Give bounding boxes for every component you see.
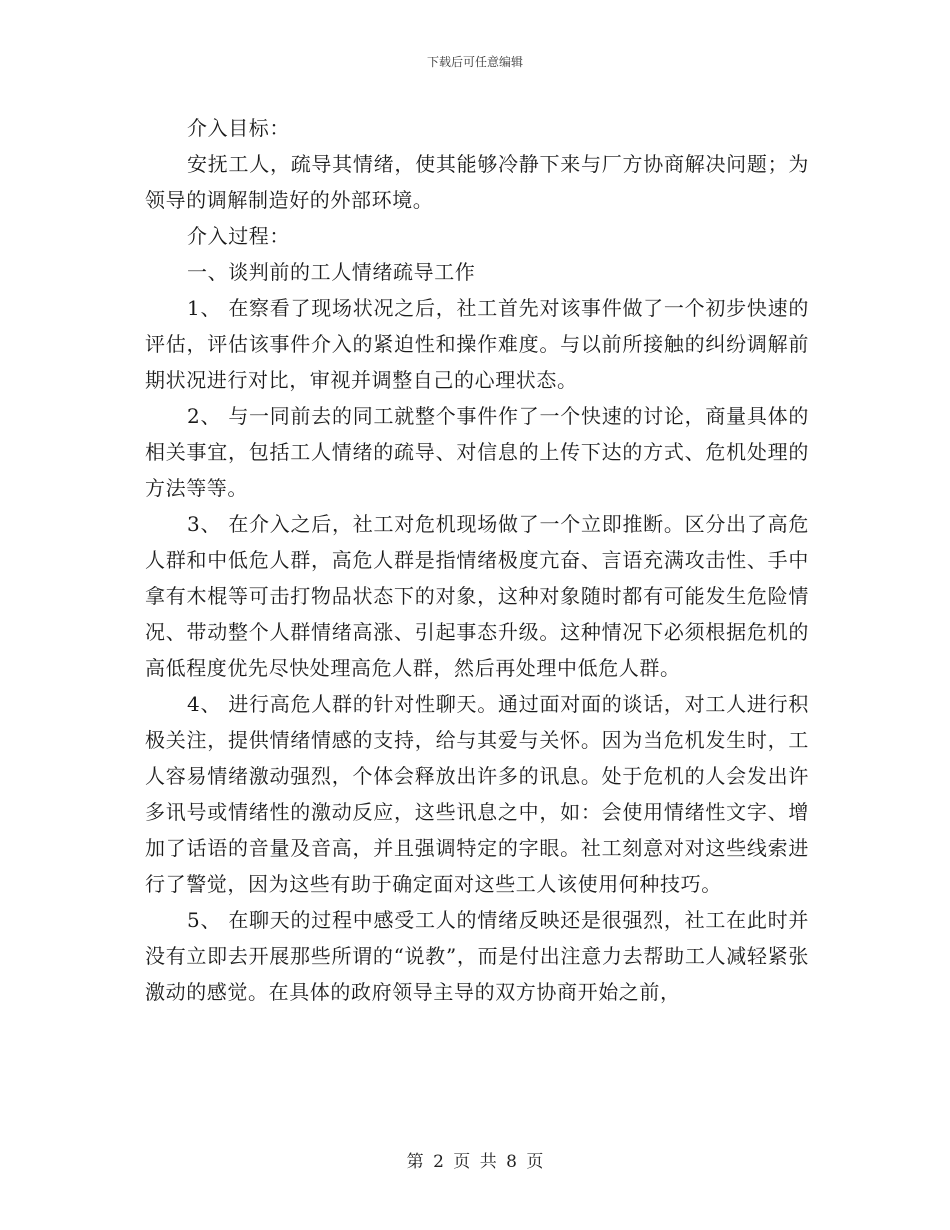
page-header-note: 下载后可任意编辑	[426, 55, 523, 69]
paragraph-item-5: 5、 在聊天的过程中感受工人的情绪反映还是很强烈，社工在此时并没有立即去开展那些所谓的“说教”，而是付出注意力去帮助工人减轻紧张激动的感觉。在具体的政府领导主导的双方协商开始之前，	[145, 908, 809, 1004]
paragraph-intervention-goal-heading: 介入目标：	[187, 116, 290, 140]
paragraph-section-heading-1: 一、谈判前的工人情绪疏导工作	[187, 260, 476, 284]
page-number: 第 2 页 共 8 页	[406, 1152, 544, 1172]
document-body	[145, 110, 809, 1010]
paragraph-item-1: 1、 在察看了现场状况之后，社工首先对该事件做了一个初步快速的评估，评估该事件介入的紧迫性和操作难度。与以前所接触的纠纷调解前期状况进行对比，审视并调整自己的心理状态。	[145, 296, 809, 392]
paragraph-intervention-goal: 安抚工人，疏导其情绪，使其能够冷静下来与厂方协商解决问题；为领导的调解制造好的外部环境。	[145, 152, 809, 212]
paragraph-item-4: 4、 进行高危人群的针对性聊天。通过面对面的谈话，对工人进行积极关注，提供情绪情感的支持，给与其爱与关怀。因为当危机发生时，工人容易情绪激动强烈，个体会释放出许多的讯息。处于危机的人会发出许多讯号或情绪性的激动反应，这些讯息之中，如：会使用情绪性文字、增加了话语的音量及音高，并且强调特定的字眼。社工刻意对对这些线索进行了警觉，因为这些有助于确定面对这些工人该使用何种技巧。	[145, 692, 809, 896]
paragraph-item-2: 2、 与一同前去的同工就整个事件作了一个快速的讨论，商量具体的相关事宜，包括工人情绪的疏导、对信息的上传下达的方式、危机处理的方法等等。	[145, 404, 809, 500]
paragraph-item-3: 3、 在介入之后，社工对危机现场做了一个立即推断。区分出了高危人群和中低危人群，高危人群是指情绪极度亢奋、言语充满攻击性、手中拿有木棍等可击打物品状态下的对象，这种对象随时都有可能发生危险情况、带动整个人群情绪高涨、引起事态升级。这种情况下必须根据危机的高低程度优先尽快处理高危人群，然后再处理中低危人群。	[145, 512, 809, 680]
paragraph-intervention-process-heading: 介入过程：	[187, 224, 290, 248]
